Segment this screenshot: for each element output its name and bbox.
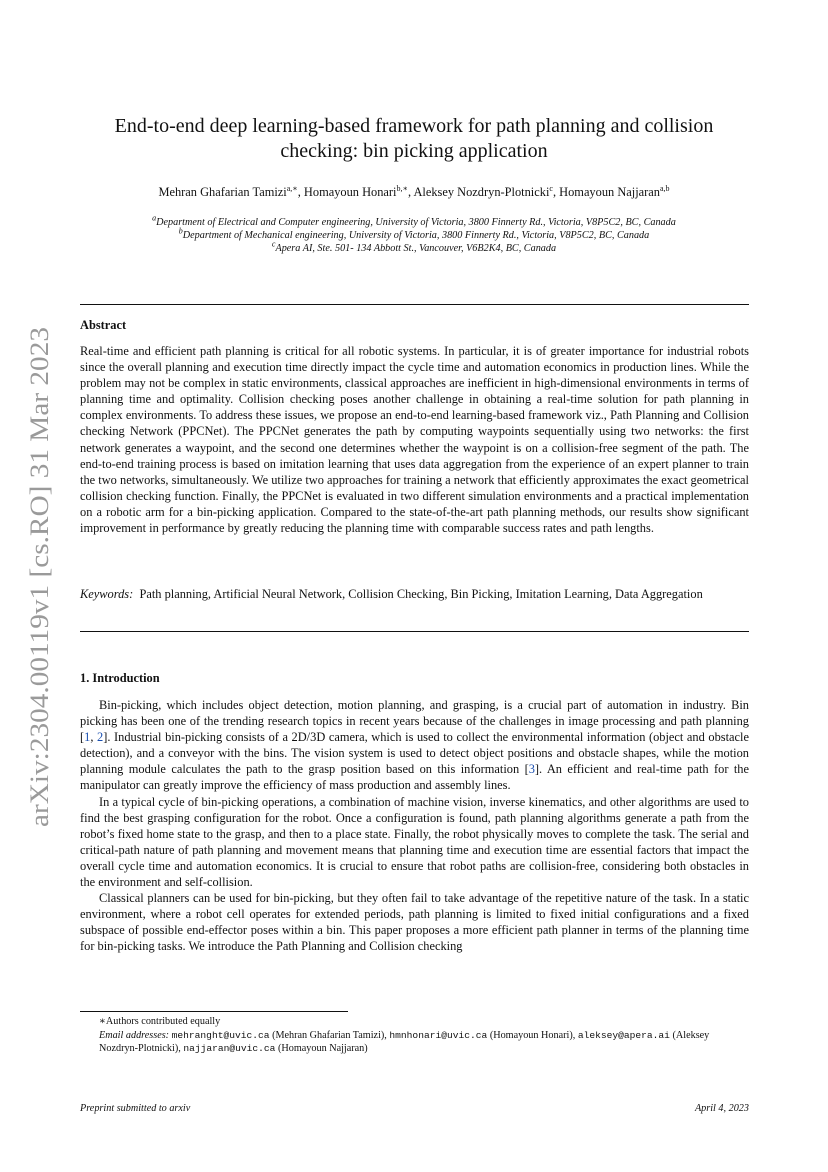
author-1: Mehran Ghafarian Tamizi$^{a,∗}$, xyxy=(158,183,304,199)
introduction-body xyxy=(80,697,749,955)
abstract-text: Real-time and efficient path planning is critical for all robotic systems. In particular, it is of greater importance for industrial robots since the overall planning and execution time directly impact the cycle time and automation economics in production lines. While the problem may not be complex in static environments, classical approaches are inefficient in high-dimensional environments in terms of planning time and optimality. Collision checking poses another challenge in obtaining a real-time solution for path planning in complex environments. To address these issues, we propose an end-to-end learning-based framework viz., Path Planning and Collision checking Network (PPCNet). The PPCNet generates the path by computing waypoints sequentially using two networks: the first network generates a waypoint, and the second one determines whether the waypoint is on a collision-free segment of the path. The end-to-end training process is based on imitation learning that uses data aggregation from the experience of an expert planner to train the two networks, simultaneously. We utilize two approaches for training a network that efficiently approximates the exact geometrical collision checking function. Finally, the PPCNet is evaluated in two different simulation environments and a practical implementation on a robotic arm for a bin-picking application. Compared to the state-of-the-art path planning methods, our results show significant improvement in performance by greatly reducing the planning time with comparable success rates and path lengths. xyxy=(80,344,749,536)
citation-link-3[interactable]: 3 xyxy=(528,762,535,777)
footnote-rule xyxy=(80,1011,348,1012)
keywords-text: Path planning, Artificial Neural Network, Collision Checking, Bin Picking, Imitation Learning, Data Aggregation xyxy=(139,587,703,601)
title-line-1: End-to-end deep learning-based framework for path planning and collision xyxy=(114,115,714,137)
footer-date: April 4, 2023 xyxy=(694,1103,749,1114)
abstract-bottom-rule xyxy=(80,631,749,632)
email-link-1[interactable]: mehranght@uvic.ca xyxy=(171,1029,270,1041)
arxiv-side-stamp xyxy=(18,322,58,832)
author-2: Homayoun Honari$^{b,∗}$, xyxy=(303,183,414,199)
intro-paragraph-2: In a typical cycle of bin-picking operations, a combination of machine vision, inverse kinematics, and other algorithms are used to find the best grasping configuration for the robot. Once a configuration is found, path planning algorithms generate a path from the robot’s fixed home state to the grasp, and then to a place state. Finally, the robot physically moves to complete the task. The serial and critical-path nature of path planning and movement means that planning time and execution time are essential factors that impact the overall cycle time and automation economics. It is crucial to ensure that robot paths are collision-free, considering both obstacles in the environment and self-collision. xyxy=(80,794,749,890)
keywords xyxy=(80,586,749,602)
title-line-2: checking: bin picking application xyxy=(280,140,548,162)
author-list xyxy=(80,184,748,200)
citation-link-2[interactable]: 2 xyxy=(97,730,104,745)
author-3: Aleksey Nozdryn-Plotnicki$^c$, xyxy=(413,183,560,199)
author-4: Homayoun Najjaran$^{a,b}$ xyxy=(559,183,670,199)
abstract-heading: Abstract xyxy=(80,318,127,332)
footnote-emails: Email addresses: mehranght@uvic.ca (Mehran Ghafarian Tamizi), hmnhonari@uvic.ca (Homayoun Honari), aleksey@apera.ai (Aleksey Nozdryn-Plotnicki), najjaran@uvic.ca (Homayoun Najjaran) xyxy=(99,1029,710,1055)
footnote-equal-contribution: ∗Authors contributed equally xyxy=(99,1016,221,1027)
section-heading-introduction: 1. Introduction xyxy=(80,671,160,685)
citation-link-1[interactable]: 1 xyxy=(84,730,91,745)
keywords-label: Keywords: xyxy=(80,587,134,601)
abstract-top-rule xyxy=(80,304,749,305)
affiliation-a: $^a$Department of Electrical and Computer engineering, University of Victoria, 3800 Finnerty Rd., Victoria, V8P5C2, BC, Canada xyxy=(152,213,676,228)
footnotes xyxy=(80,1015,749,1056)
email-link-3[interactable]: aleksey@apera.ai xyxy=(577,1029,670,1041)
affiliation-c: $^c$Apera AI, Ste. 501- 134 Abbott St., Vancouver, V6B2K4, BC, Canada xyxy=(271,239,557,254)
affiliations xyxy=(80,213,748,255)
intro-paragraph-1: Bin-picking, which includes object detection, motion planning, and grasping, is a crucial part of automation in industry. Bin picking has been one of the trending research topics in recent years because of the challenges in image processing and path planning [1, 2]. Industrial bin-picking consists of a 2D/3D camera, which is used to collect the environmental information (object and obstacle detection), and a conveyor with the bins. The vision system is used to detect object positions and obstacle shapes, while the motion planning module calculates the path to the grasp position based on this information [3]. An efficient and real-time path for the manipulator can greatly improve the efficiency of mass production and assembly lines. xyxy=(80,698,749,793)
arxiv-stamp-text: arXiv:2304.00119v1 [cs.RO] 31 Mar 2023 xyxy=(25,383,54,827)
intro-paragraph-3: Classical planners can be used for bin-picking, but they often fail to take advantage of the repetitive nature of the task. In a static environment, where a robot cell operates for extended periods, path planning is limited to fixed initial configurations and a fixed subspace of possible end-effector poses within a bin. This paper proposes a more efficient path planner in terms of the planning time for bin-picking tasks. We introduce the Path Planning and Collision checking xyxy=(80,891,749,954)
email-link-4[interactable]: najjaran@uvic.ca xyxy=(183,1043,276,1055)
footer-preprint: Preprint submitted to arxiv xyxy=(80,1103,191,1114)
paper-title xyxy=(80,114,748,164)
affiliation-b: $^b$Department of Mechanical engineering, University of Victoria, 3800 Finnerty Rd., Victoria, V8P5C2, BC, Canada xyxy=(178,226,650,241)
email-link-2[interactable]: hmnhonari@uvic.ca xyxy=(389,1029,488,1041)
